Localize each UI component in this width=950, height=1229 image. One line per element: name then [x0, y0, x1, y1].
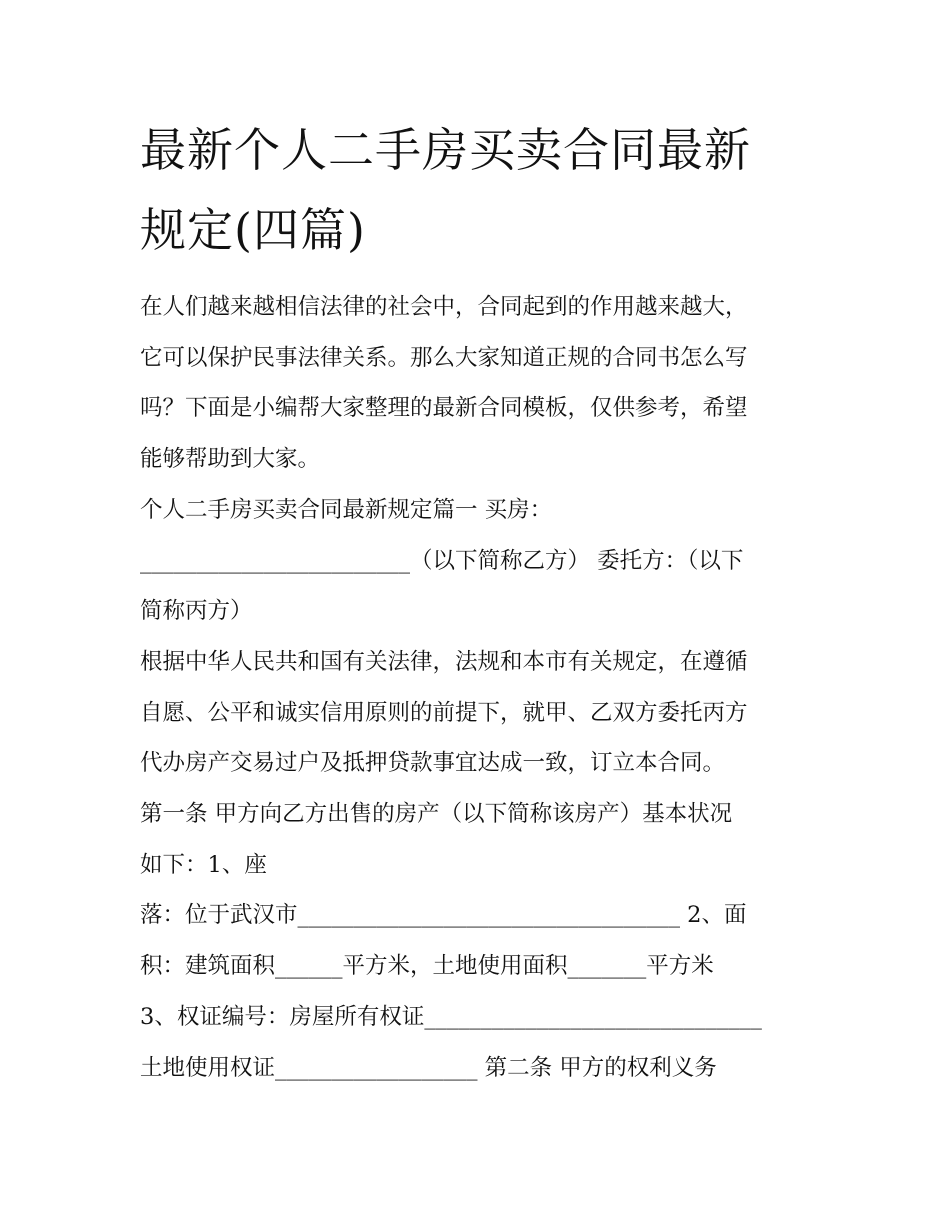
preamble-line: 根据中华人民共和国有关法律，法规和本市有关规定，在遵循 [140, 648, 748, 675]
party-line: ________________________（以下简称乙方） 委托方：（以下 [140, 547, 744, 574]
preamble-line: 自愿、公平和诚实信用原则的前提下，就甲、乙双方委托丙方 [140, 699, 748, 726]
document-body [140, 282, 820, 1093]
title-line: 规定(四篇) [140, 203, 366, 257]
document-title [140, 110, 820, 270]
intro-line: 能够帮助到大家。 [140, 446, 321, 473]
intro-line: 吗？下面是小编帮大家整理的最新合同模板，仅供参考，希望 [140, 395, 748, 422]
document-page [140, 110, 820, 1093]
certificate-line: 3、权证编号：房屋所有权证______________________________ [140, 1003, 762, 1030]
title-line: 最新个人二手房买卖合同最新 [140, 123, 751, 177]
section-heading-line: 个人二手房买卖合同最新规定篇一 买房： [140, 496, 553, 523]
article-one-line: 如下：1、座 [140, 851, 267, 878]
party-line: 简称丙方） [140, 598, 253, 625]
location-line: 落：位于武汉市__________________________________ 2、面 [140, 902, 747, 929]
area-line: 积：建筑面积______平方米，土地使用面积_______平方米 [140, 953, 714, 980]
intro-line: 在人们越来越相信法律的社会中，合同起到的作用越来越大， [140, 294, 748, 320]
intro-line: 它可以保护民事法律关系。那么大家知道正规的合同书怎么写 [140, 344, 748, 371]
article-one-line: 第一条 甲方向乙方出售的房产（以下简称该房产）基本状况 [140, 801, 733, 828]
preamble-line: 代办房产交易过户及抵押贷款事宜达成一致，订立本合同。 [140, 750, 726, 777]
land-certificate-line: 土地使用权证__________________ 第二条 甲方的权利义务 [140, 1054, 717, 1081]
